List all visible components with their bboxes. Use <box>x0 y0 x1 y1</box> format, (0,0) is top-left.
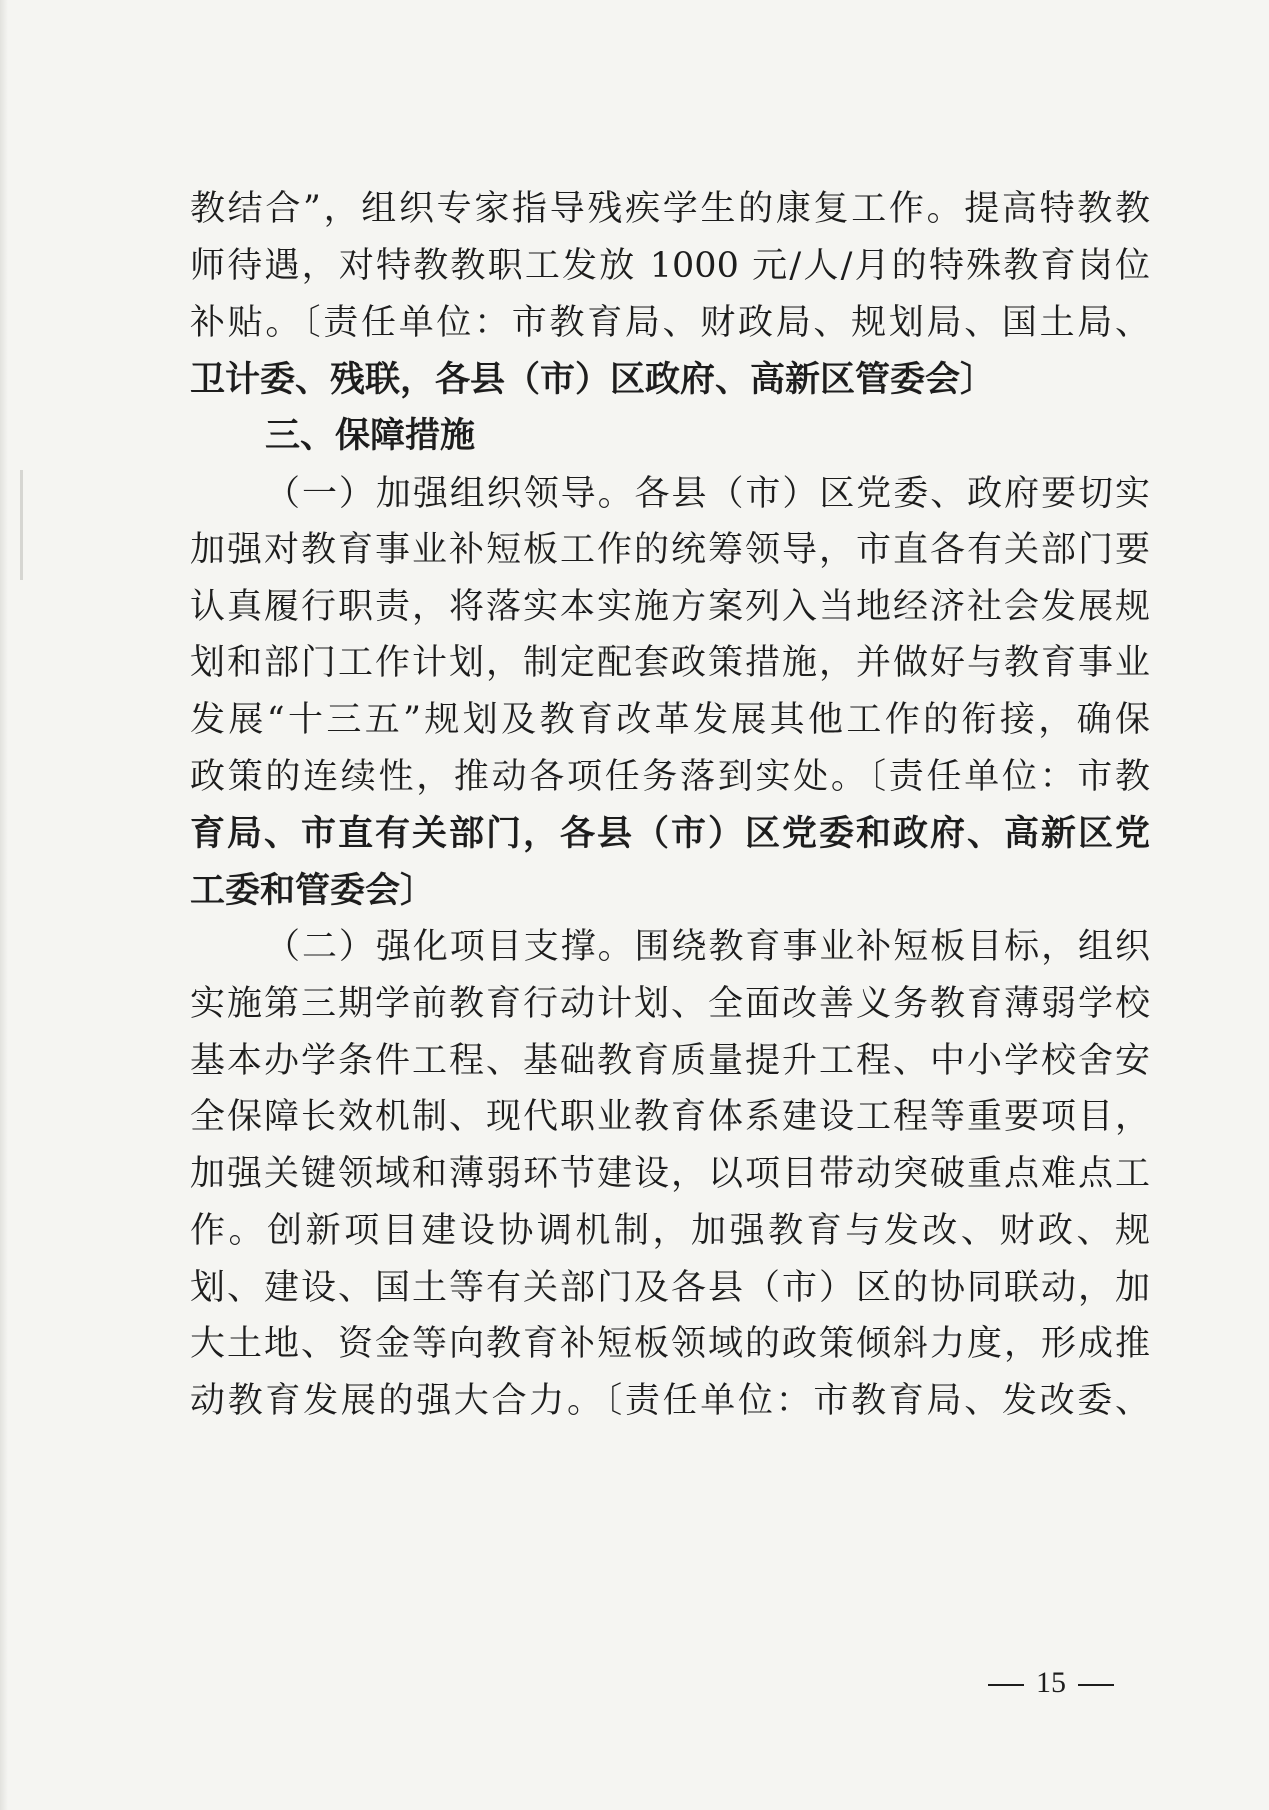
body-line: 加强关键领域和薄弱环节建设，以项目带动突破重点难点工 <box>190 1154 1150 1194</box>
body-line: 划和部门工作计划，制定配套政策措施，并做好与教育事业 <box>190 643 1150 683</box>
body-line: 加强对教育事业补短板工作的统筹领导，市直各有关部门要 <box>190 530 1150 570</box>
body-line: 划、建设、国土等有关部门及各县（市）区的协同联动，加 <box>190 1268 1150 1308</box>
body-line: 实施第三期学前教育行动计划、全面改善义务教育薄弱学校 <box>190 984 1150 1024</box>
page-number-value: 15 <box>1036 1666 1066 1699</box>
responsible-units-line: 卫计委、残联，各县（市）区政府、高新区管委会〕 <box>190 359 996 400</box>
scan-mark <box>20 470 23 580</box>
body-line: 认真履行职责，将落实本实施方案列入当地经济社会发展规 <box>190 587 1150 627</box>
responsible-units-line: 育局、市直有关部门，各县（市）区党委和政府、高新区党 <box>190 813 1150 854</box>
page-number <box>976 1663 1136 1703</box>
page-number-dash-left <box>988 1684 1024 1686</box>
page-number-dash-right <box>1078 1684 1114 1686</box>
scan-edge <box>0 0 8 1810</box>
responsible-units-line: 工委和管委会〕 <box>190 870 436 911</box>
body-line: 基本办学条件工程、基础教育质量提升工程、中小学校舍安 <box>190 1041 1150 1081</box>
body-line: 大土地、资金等向教育补短板领域的政策倾斜力度，形成推 <box>190 1324 1150 1364</box>
body-line: 教结合”，组织专家指导残疾学生的康复工作。提高特教教 <box>190 189 1150 229</box>
body-line: 全保障长效机制、现代职业教育体系建设工程等重要项目， <box>190 1097 1150 1137</box>
body-line: 动教育发展的强大合力。〔责任单位：市教育局、发改委、 <box>190 1381 1150 1421</box>
body-line: 政策的连续性，推动各项任务落到实处。〔责任单位：市教 <box>190 757 1150 797</box>
body-line: 发展“十三五”规划及教育改革发展其他工作的衔接，确保 <box>190 700 1150 740</box>
subsection-title-line: （一）加强组织领导。各县（市）区党委、政府要切实 <box>265 474 1150 514</box>
subsection-title-line: （二）强化项目支撑。围绕教育事业补短板目标，组织 <box>265 927 1150 967</box>
section-heading: 三、保障措施 <box>265 416 476 456</box>
body-line: 师待遇，对特教教职工发放 1000 元/人/月的特殊教育岗位 <box>190 246 1150 286</box>
body-line: 作。创新项目建设协调机制，加强教育与发改、财政、规 <box>190 1211 1150 1251</box>
body-line: 补贴。〔责任单位：市教育局、财政局、规划局、国土局、 <box>190 303 1150 343</box>
